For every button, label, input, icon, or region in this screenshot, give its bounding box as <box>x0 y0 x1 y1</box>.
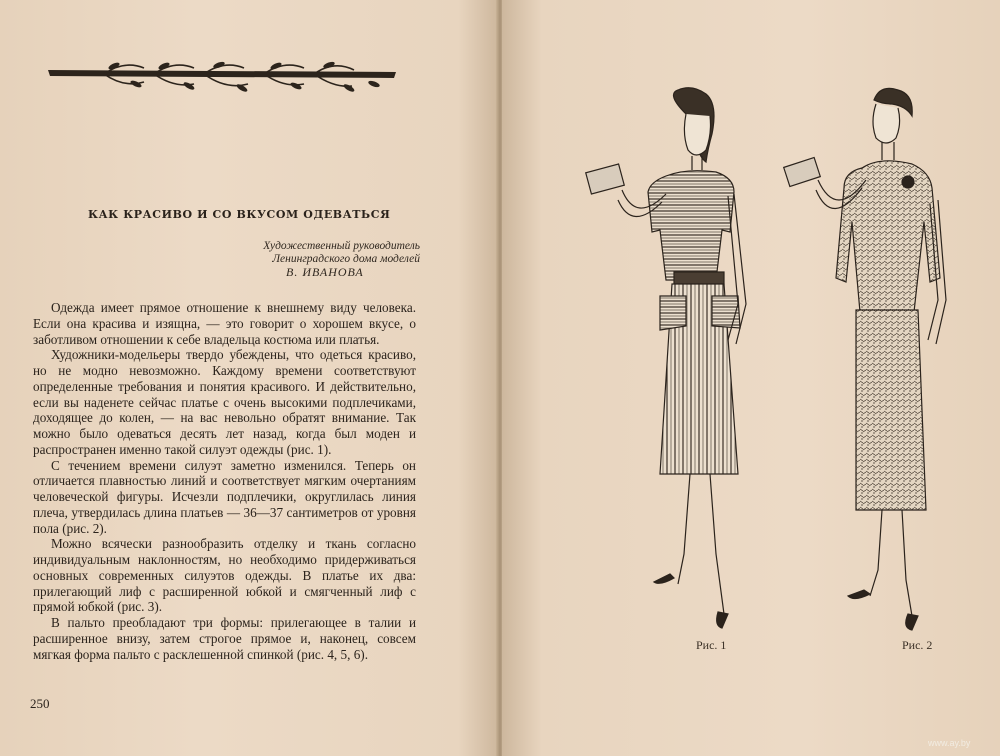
paragraph: Можно всячески разнообразить отделку и ткань согласно индивидуальным наклонностям, но необходимо придерживаться основных современных силуэтов одежды. В платье их два: прилегающий лиф с расширенной юбкой и смягченный лиф с прямой юбкой (рис. 3). <box>33 536 416 615</box>
laurel-ornament <box>44 58 400 98</box>
article-title: КАК КРАСИВО И СО ВКУСОМ ОДЕВАТЬСЯ <box>88 208 391 221</box>
page-number: 250 <box>30 696 50 711</box>
author-byline <box>232 240 420 279</box>
paragraph: С течением времени силуэт заметно изменился. Теперь он отличается плавностью линий и соответствует мягким очертаниям человеческой фигуры. Исчезли подплечики, округлилась линия плеча, утвердилась длина платьев — 36—37 сантиметров от уровня пола (рис. 2). <box>33 457 416 536</box>
author-name: В. ИВАНОВА <box>286 265 364 279</box>
paragraph: Одежда имеет прямое отношение к внешнему виду человека. Если она красива и изящна, — это говорит о хорошем вкусе, о заботливом отношении к себе владельца костюма или платья. <box>33 300 416 347</box>
paragraph: В пальто преобладают три формы: прилегающее в талии и расширенное внизу, затем строгое прямое и, наконец, совсем мягкая форма пальто с расклешенной спинкой (рис. 4, 5, 6). <box>33 615 416 662</box>
fashion-illustration-fig2 <box>770 80 970 640</box>
paragraph: Художники-модельеры твердо убеждены, что одеться красиво, но не модно невозможно. Каждому времени соответствуют определенные требования и понятия красивого. И действительно, если вы наденете сейчас платье с очень высокими подплечиками, доходящее до колен, — на вас невольно обратят внимание. Так можно было одеваться десять лет назад, когда был моден и распространен именно такой силуэт одежды (рис. 1). <box>33 347 416 457</box>
byline-role: Художественный руководитель <box>263 240 420 252</box>
figure-caption-2: Рис. 2 <box>902 638 933 652</box>
watermark: www.ay.by <box>928 738 971 748</box>
byline-org: Ленинградского дома моделей <box>272 253 420 265</box>
left-page <box>0 0 498 756</box>
figure-caption-1: Рис. 1 <box>696 638 727 652</box>
fashion-illustration-fig1 <box>578 84 778 640</box>
article-body <box>33 300 416 662</box>
